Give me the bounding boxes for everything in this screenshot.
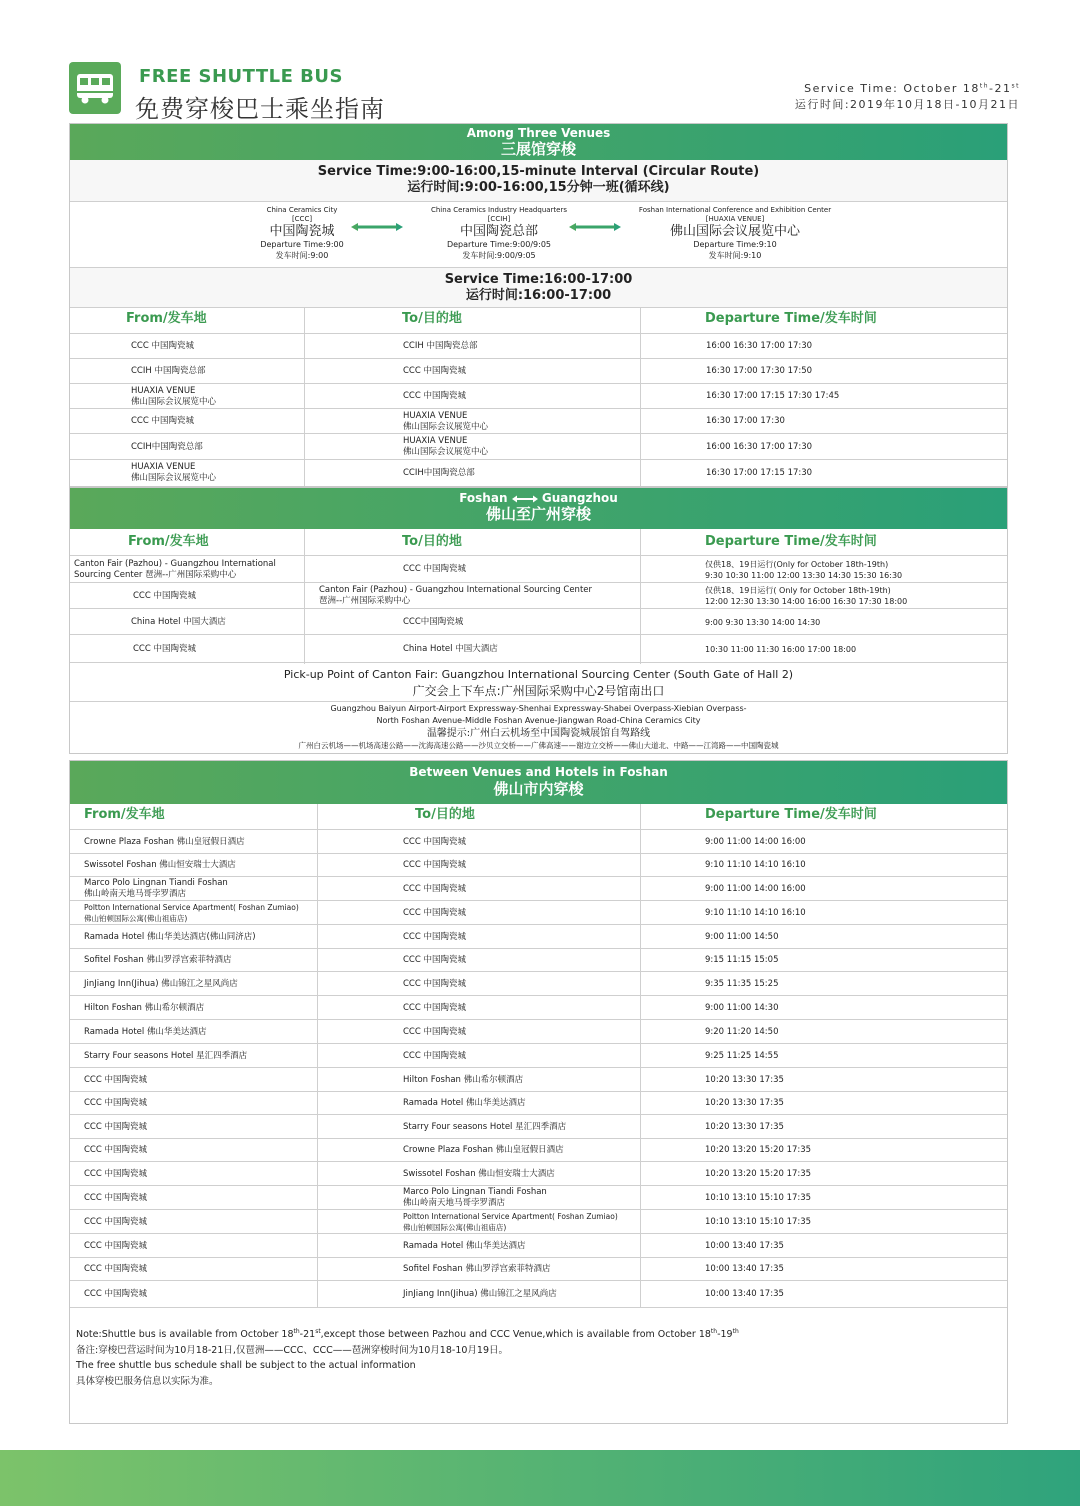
row-to — [403, 1003, 466, 1014]
row-from — [74, 559, 276, 581]
row-to — [403, 1264, 550, 1275]
row-to — [403, 955, 466, 966]
stop-ccc-dep-en: Departure Time:9:00 — [260, 240, 344, 249]
row-from-line1: Marco Polo Lingnan Tiandi Foshan — [84, 878, 228, 888]
stop-ccc-dep-cn: 发车时间:9:00 — [275, 251, 329, 260]
notes — [76, 1324, 739, 1389]
row-to — [403, 1122, 566, 1133]
row-time-line1: 16:00 16:30 17:00 17:30 — [706, 441, 813, 452]
row-to-line1: Hilton Foshan 佛山希尔顿酒店 — [403, 1074, 524, 1085]
row-from-line1: Starry Four seasons Hotel 星汇四季酒店 — [84, 1050, 248, 1061]
row-time — [705, 1193, 811, 1204]
row-to-line1: Canton Fair (Pazhou) - Guangzhou International Sourcing Center — [319, 585, 592, 595]
row-time — [705, 1241, 784, 1252]
row-to-line2: 琶洲--广州国际采购中心 — [319, 596, 411, 606]
row-time — [706, 416, 785, 427]
row-from — [84, 1051, 247, 1062]
row-from — [84, 1122, 147, 1133]
col-to: To/目的地 — [415, 807, 475, 822]
stop-ccc-en: China Ceramics City — [266, 206, 338, 214]
col-from: From/发车地 — [126, 311, 207, 326]
row-to-line1: CCC 中国陶瓷城 — [403, 955, 467, 965]
stop-ccih-cn: 中国陶瓷总部 — [459, 224, 538, 239]
stop-ccc — [250, 205, 354, 261]
row-from-line1: CCC 中国陶瓷城 — [84, 1289, 148, 1299]
row-time-line1: 9:00 11:00 14:50 — [705, 931, 779, 942]
row-from-line2: Sourcing Center 琶洲--广州国际采购中心 — [74, 569, 237, 580]
row-time — [705, 1169, 811, 1180]
row-to — [403, 1027, 466, 1038]
row-to-line1: China Hotel 中国大酒店 — [403, 643, 498, 654]
row-to-line1: CCC 中国陶瓷城 — [403, 1026, 467, 1037]
row-time — [705, 837, 806, 848]
row-from — [84, 1003, 204, 1014]
row-to — [319, 585, 592, 607]
row-to — [403, 644, 498, 655]
row-to — [403, 884, 466, 895]
row-from — [131, 386, 216, 408]
row-from-line1: CCIH 中国陶瓷总部 — [131, 366, 206, 376]
route-en-2: North Foshan Avenue-Middle Foshan Avenue-Jiangwan Road-China Ceramics City — [376, 716, 701, 725]
row-to-line1: CCC 中国陶瓷城 — [403, 564, 467, 574]
venue-stops-row — [70, 202, 1007, 268]
route-tip-cn: 温馨提示:广州白云机场至中国陶瓷城展馆自驾路线 — [426, 728, 651, 739]
row-time — [706, 391, 839, 402]
row-time — [705, 585, 907, 607]
row-time-line1: 16:00 16:30 17:00 17:30 — [706, 341, 813, 351]
row-time — [705, 1075, 784, 1086]
row-from — [131, 617, 226, 628]
row-to-line1: CCC 中国陶瓷城 — [403, 366, 467, 376]
stop-huaxia — [618, 205, 852, 261]
row-to — [403, 1075, 523, 1086]
row-time-line1: 16:30 17:00 17:30 — [706, 416, 785, 426]
row-time — [705, 1098, 784, 1109]
row-from — [84, 1241, 147, 1252]
col-from: From/发车地 — [84, 807, 165, 822]
service-time-afternoon-cn: 运行时间:16:00-17:00 — [465, 288, 612, 303]
row-from-line1: China Hotel 中国大酒店 — [131, 616, 226, 627]
row-time — [706, 442, 812, 453]
row-from — [84, 1264, 147, 1275]
bidirectional-arrow-icon — [351, 223, 403, 231]
row-from — [84, 1075, 147, 1086]
row-time — [706, 468, 812, 479]
row-from — [84, 955, 231, 966]
row-from-line1: Canton Fair (Pazhou) - Guangzhou International — [74, 558, 276, 569]
row-from-line1: CCC 中国陶瓷城 — [84, 1240, 148, 1251]
row-time-line1: 10:20 13:30 17:35 — [705, 1074, 784, 1085]
venues-section — [69, 123, 1008, 487]
row-from-line2: 佛山岭南天地马哥孛罗酒店 — [84, 889, 187, 899]
row-time — [705, 617, 820, 628]
row-from — [84, 1193, 147, 1204]
row-to-line1: CCIH中国陶瓷总部 — [403, 467, 475, 478]
row-time-line1: 9:00 11:00 14:00 16:00 — [705, 836, 806, 847]
venues-band-cn: 三展馆穿梭 — [500, 140, 576, 158]
stop-huaxia-dep-cn: 发车时间:9:10 — [708, 251, 762, 260]
row-time-line1: 10:20 13:20 15:20 17:35 — [705, 1168, 812, 1179]
row-time-line1: 9:00 11:00 14:00 16:00 — [705, 883, 806, 894]
row-to — [403, 341, 477, 352]
title-cn: 免费穿梭巴士乘坐指南 — [135, 95, 385, 123]
stop-ccih-dep-en: Departure Time:9:00/9:05 — [446, 240, 552, 249]
row-from-line1: CCC 中国陶瓷城 — [84, 1168, 148, 1179]
row-from-line1: CCC 中国陶瓷城 — [131, 341, 195, 351]
row-from-line1: CCC 中国陶瓷城 — [84, 1192, 148, 1203]
guangzhou-section — [69, 487, 1008, 754]
row-time — [706, 366, 812, 377]
pickup-point-en: Pick-up Point of Canton Fair: Guangzhou International Sourcing Center (South Gate of Hall 2) — [283, 668, 794, 681]
row-to — [403, 617, 463, 628]
row-time-line1: 9:00 11:00 14:30 — [705, 1002, 779, 1013]
stop-ccih-dep-cn: 发车时间:9:00/9:05 — [462, 251, 536, 260]
row-time — [705, 1217, 811, 1228]
row-to — [403, 1051, 466, 1062]
row-to-line2: 佛山铂顿国际公寓(佛山祖庙店) — [403, 1223, 507, 1232]
stop-huaxia-code: [HUAXIA VENUE] — [705, 215, 765, 223]
col-to: To/目的地 — [402, 534, 462, 549]
row-to-line2: 佛山国际会议展览中心 — [403, 447, 489, 457]
row-to — [403, 1169, 555, 1180]
row-from-line1: CCC 中国陶瓷城 — [84, 1121, 148, 1132]
row-from-line2: 佛山国际会议展览中心 — [131, 473, 217, 483]
row-time-line1: 10:20 13:20 15:20 17:35 — [705, 1145, 812, 1155]
row-from — [133, 644, 196, 655]
table-row — [70, 409, 1007, 434]
row-to — [403, 1187, 547, 1209]
row-from-line1: Sofitel Foshan 佛山罗浮宫索菲特酒店 — [84, 955, 232, 965]
guangzhou-band-cn: 佛山至广州穿梭 — [485, 505, 591, 523]
row-to-line1: Starry Four seasons Hotel 星汇四季酒店 — [403, 1121, 567, 1132]
service-time-afternoon-en: Service Time:16:00-17:00 — [444, 272, 633, 287]
row-time — [705, 1289, 784, 1300]
row-from — [84, 837, 245, 848]
row-from — [131, 462, 216, 484]
row-time-line1: 9:20 11:20 14:50 — [705, 1026, 779, 1037]
hotels-section — [69, 760, 1008, 1424]
row-from — [131, 416, 194, 427]
service-time-circular — [70, 160, 1007, 202]
row-to-line1: HUAXIA VENUE — [403, 436, 468, 446]
hotels-band-cn: 佛山市内穿梭 — [493, 780, 584, 798]
row-time — [705, 559, 902, 581]
row-to-line1: CCC中国陶瓷城 — [403, 616, 464, 627]
route-en-1: Guangzhou Baiyun Airport-Airport Expressway-Shenhai Expressway-Shabei Overpass-Xiebian Overpass- — [330, 704, 747, 713]
service-time-circular-cn: 运行时间:9:00-16:00,15分钟一班(循环线) — [407, 180, 670, 195]
row-to-line1: CCC 中国陶瓷城 — [403, 907, 467, 918]
row-time — [705, 1145, 811, 1156]
table-row — [70, 1234, 1007, 1258]
row-to — [403, 1289, 557, 1300]
row-from-line1: Ramada Hotel 佛山华美达酒店(佛山同济店) — [84, 931, 256, 942]
row-to — [403, 1241, 525, 1252]
row-from — [84, 1217, 147, 1228]
row-from — [131, 366, 205, 377]
footer-band — [0, 1450, 1080, 1506]
row-time — [705, 884, 806, 895]
row-time-line1: 9:25 11:25 14:55 — [705, 1050, 779, 1061]
row-from — [84, 1169, 147, 1180]
row-from — [84, 1145, 147, 1156]
row-to-line1: Ramada Hotel 佛山华美达酒店 — [403, 1098, 526, 1108]
stop-ccih-en: China Ceramics Industry Headquarters — [430, 206, 567, 214]
stop-ccih — [415, 205, 583, 261]
row-from — [131, 341, 194, 352]
stop-huaxia-dep-en: Departure Time:9:10 — [693, 240, 777, 249]
row-time-line1: 9:10 11:10 14:10 16:10 — [705, 907, 806, 918]
row-time-line1: 10:20 13:30 17:35 — [705, 1121, 784, 1132]
row-to — [403, 860, 466, 871]
route-cn: 广州白云机场——机场高速公路——沈海高速公路——沙贝立交桥——广佛高速——谢边立交桥——佛山大道北、中路——江湾路——中国陶瓷城 — [298, 741, 779, 750]
band-guangzhou: Guangzhou — [541, 491, 618, 505]
stop-ccc-cn: 中国陶瓷城 — [269, 224, 335, 239]
row-time — [705, 1122, 784, 1133]
bus-icon — [69, 62, 121, 114]
row-time — [705, 955, 778, 966]
row-to — [403, 979, 466, 990]
venues-table-header — [70, 308, 1007, 334]
row-from-line1: Ramada Hotel 佛山华美达酒店 — [84, 1026, 207, 1037]
row-from — [84, 1289, 147, 1300]
hotels-table-header — [70, 804, 1007, 830]
row-from-line1: CCC 中国陶瓷城 — [84, 1264, 148, 1274]
row-to-line1: Crowne Plaza Foshan 佛山皇冠假日酒店 — [403, 1145, 564, 1155]
stop-ccc-code: [CCC] — [291, 215, 313, 223]
pickup-point — [70, 664, 1007, 702]
hotels-band-en: Between Venues and Hotels in Foshan — [409, 765, 668, 779]
row-from-line2: 佛山铂顿国际公寓(佛山祖庙店) — [84, 914, 188, 923]
venues-band-en: Among Three Venues — [466, 126, 611, 140]
row-time — [705, 1003, 778, 1014]
row-to-line1: CCC 中国陶瓷城 — [403, 1002, 467, 1013]
row-time-line1: 仅供18、19日运行(Only for October 18th-19th) — [705, 559, 889, 569]
note-cn-1: 备注:穿梭巴营运时间为10月18-21日,仅琶洲——CCC、CCC——琶洲穿梭时间为10月18-10月19日。 — [76, 1344, 508, 1356]
row-time-line1: 10:10 13:10 15:10 17:35 — [705, 1192, 812, 1203]
row-to — [403, 468, 475, 479]
bidirectional-arrow-icon — [569, 223, 621, 231]
col-time: Departure Time/发车时间 — [705, 534, 877, 549]
row-from-line1: Hilton Foshan 佛山希尔顿酒店 — [84, 1002, 205, 1013]
row-time-line1: 16:30 17:00 17:30 17:50 — [706, 366, 813, 376]
row-to — [403, 932, 466, 943]
row-from-line1: CCC 中国陶瓷城 — [133, 590, 197, 601]
self-drive-route — [70, 702, 1007, 753]
pickup-point-cn: 广交会上下车点:广州国际采购中心2号馆南出口 — [412, 684, 665, 698]
row-from — [131, 442, 203, 453]
row-time-line1: 10:10 13:10 15:10 17:35 — [705, 1216, 812, 1227]
row-from — [84, 860, 236, 871]
row-time — [705, 860, 806, 871]
table-row — [70, 1068, 1007, 1092]
table-row — [70, 996, 1007, 1020]
row-to — [403, 391, 466, 402]
row-to-line1: CCC 中国陶瓷城 — [403, 391, 467, 401]
row-time-line2: 9:30 10:30 11:00 12:00 13:30 14:30 15:30 16:30 — [705, 570, 903, 580]
row-time-line1: 仅供18、19日运行( Only for October 18th-19th) — [705, 586, 891, 595]
row-to — [403, 837, 466, 848]
row-to — [403, 908, 466, 919]
row-time-line1: 9:15 11:15 15:05 — [705, 955, 779, 965]
hotels-band — [70, 761, 1007, 804]
row-to-line1: Marco Polo Lingnan Tiandi Foshan — [403, 1187, 547, 1197]
row-from-line1: JinJiang Inn(Jihua) 佛山锦江之星风尚店 — [84, 978, 238, 989]
row-from-line1: CCC 中国陶瓷城 — [133, 643, 197, 654]
band-foshan: Foshan — [459, 491, 508, 505]
row-to-line1: Sofitel Foshan 佛山罗浮宫索菲特酒店 — [403, 1264, 551, 1274]
row-time-line1: 10:00 13:40 17:35 — [705, 1289, 784, 1299]
col-to: To/目的地 — [402, 311, 462, 326]
bidirectional-arrow-icon — [512, 495, 538, 503]
row-time — [705, 1051, 778, 1062]
guangzhou-table-header — [70, 529, 1007, 556]
row-time — [705, 979, 778, 990]
row-from-line1: Crowne Plaza Foshan 佛山皇冠假日酒店 — [84, 836, 245, 847]
row-time — [706, 341, 812, 352]
row-from-line2: 佛山国际会议展览中心 — [131, 396, 217, 407]
row-to-line1: Poltton International Service Apartment( Foshan Zumiao) — [403, 1212, 618, 1221]
row-to — [403, 366, 466, 377]
row-time — [705, 1027, 778, 1038]
row-time-line1: 10:20 13:30 17:35 — [705, 1098, 784, 1108]
row-to — [403, 1211, 618, 1233]
table-row — [70, 635, 1007, 663]
row-to-line1: HUAXIA VENUE — [403, 410, 468, 421]
row-time-line1: 10:30 11:00 11:30 16:00 17:00 18:00 — [705, 644, 857, 654]
row-from — [84, 878, 228, 900]
stop-ccih-code: [CCIH] — [487, 215, 511, 223]
guangzhou-band — [70, 488, 1007, 529]
row-from — [84, 979, 238, 990]
row-to-line1: CCC 中国陶瓷城 — [403, 931, 467, 942]
row-time-line1: 16:30 17:00 17:15 17:30 — [706, 467, 813, 478]
row-to-line1: Swissotel Foshan 佛山恒安瑞士大酒店 — [403, 1168, 555, 1179]
row-time-line1: 10:00 13:40 17:35 — [705, 1240, 784, 1251]
row-from-line1: Poltton International Service Apartment( Foshan Zumiao) — [84, 903, 299, 912]
row-to-line1: CCC 中国陶瓷城 — [403, 1050, 467, 1061]
row-to-line1: CCC 中国陶瓷城 — [403, 836, 467, 847]
row-time — [705, 932, 778, 943]
row-to — [403, 1145, 564, 1156]
row-time-line2: 12:00 12:30 13:30 14:00 16:00 16:30 17:30 18:00 — [705, 597, 908, 606]
row-from-line1: CCC 中国陶瓷城 — [131, 416, 195, 426]
row-from — [84, 902, 299, 924]
row-to — [403, 1098, 525, 1109]
row-from-line1: HUAXIA VENUE — [131, 385, 196, 396]
table-row — [70, 434, 1007, 460]
row-from — [133, 591, 196, 602]
row-to-line1: CCC 中国陶瓷城 — [403, 860, 467, 870]
row-from — [84, 932, 256, 943]
page-header — [0, 0, 1080, 122]
table-row — [70, 334, 1007, 359]
service-period-cn: 运行时间:2019年10月18日-10月21日 — [794, 98, 1020, 111]
row-to-line1: CCC 中国陶瓷城 — [403, 883, 467, 894]
service-period-en: Service Time: October 18th-21st — [804, 82, 1020, 95]
col-from: From/发车地 — [128, 534, 209, 549]
row-to-line1: CCIH 中国陶瓷总部 — [403, 341, 478, 351]
row-time — [705, 908, 806, 919]
row-from-line1: CCIH中国陶瓷总部 — [131, 441, 203, 452]
row-from-line1: HUAXIA VENUE — [131, 462, 196, 472]
venues-band — [70, 124, 1007, 160]
row-to-line1: JinJiang Inn(Jihua) 佛山锦江之星风尚店 — [403, 1289, 557, 1299]
row-time-line1: 9:35 11:35 15:25 — [705, 978, 779, 989]
row-from — [84, 1027, 206, 1038]
stop-huaxia-en: Foshan International Conference and Exhibition Center — [638, 206, 832, 214]
table-row — [70, 1092, 1007, 1115]
row-from-line1: CCC 中国陶瓷城 — [84, 1098, 148, 1108]
table-row — [70, 359, 1007, 384]
note-cn-2: 具体穿梭巴服务信息以实际为准。 — [76, 1375, 219, 1387]
row-time — [705, 1264, 784, 1275]
col-time: Departure Time/发车时间 — [705, 807, 877, 822]
row-time-line1: 16:30 17:00 17:15 17:30 17:45 — [706, 391, 840, 401]
col-time: Departure Time/发车时间 — [705, 311, 877, 326]
row-time-line1: 9:10 11:10 14:10 16:10 — [705, 860, 806, 870]
row-to-line2: 佛山国际会议展览中心 — [403, 421, 489, 432]
row-time-line1: 10:00 13:40 17:35 — [705, 1264, 784, 1274]
row-to — [403, 411, 488, 433]
row-time-line1: 9:00 9:30 13:30 14:00 14:30 — [705, 617, 821, 627]
row-to — [403, 436, 488, 458]
note-en-1: Note:Shuttle bus is available from October 18th-21st,except those between Pazhou and CCC Venue,which is available from October 18th-19th — [76, 1328, 739, 1341]
row-to-line2: 佛山岭南天地马哥孛罗酒店 — [403, 1198, 506, 1208]
row-to-line1: CCC 中国陶瓷城 — [403, 978, 467, 989]
row-to-line1: Ramada Hotel 佛山华美达酒店 — [403, 1240, 526, 1251]
service-time-afternoon — [70, 268, 1007, 308]
row-time — [705, 644, 856, 655]
title-en: FREE SHUTTLE BUS — [139, 66, 343, 87]
row-from — [84, 1098, 147, 1109]
row-from-line1: Swissotel Foshan 佛山恒安瑞士大酒店 — [84, 860, 236, 870]
note-en-2: The free shuttle bus schedule shall be subject to the actual information — [76, 1360, 416, 1372]
row-from-line1: CCC 中国陶瓷城 — [84, 1145, 148, 1155]
table-row — [70, 1020, 1007, 1044]
service-time-circular-en: Service Time:9:00-16:00,15-minute Interval (Circular Route) — [317, 164, 760, 179]
stop-huaxia-cn: 佛山国际会议展览中心 — [669, 224, 800, 239]
row-to — [403, 564, 466, 575]
row-from-line1: CCC 中国陶瓷城 — [84, 1074, 148, 1085]
row-from-line1: CCC 中国陶瓷城 — [84, 1216, 148, 1227]
